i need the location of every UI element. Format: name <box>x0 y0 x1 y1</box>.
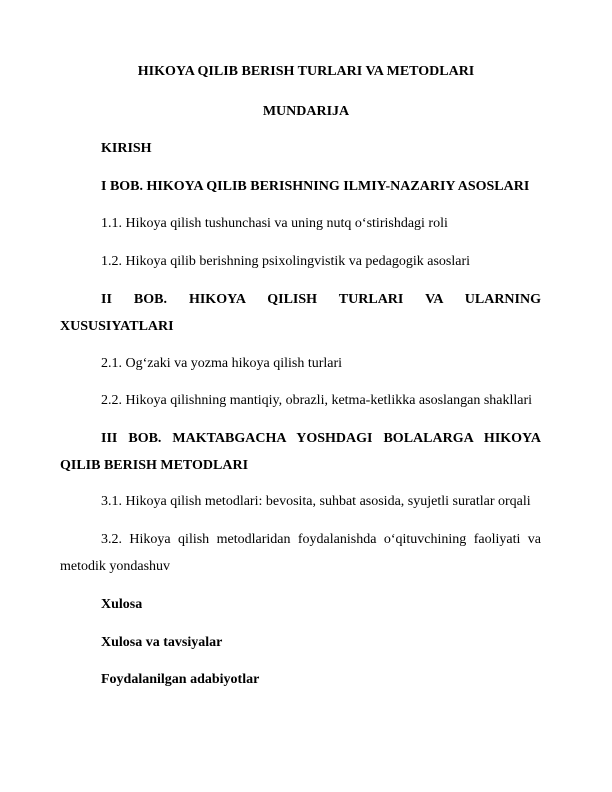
toc-entry-section-3-2: 3.2. Hikoya qilish metodlaridan foydalanishda o‘qituvchining faoliyati va metodik yondashuv <box>60 532 541 574</box>
toc-entry-chapter-3: III BOB. MAKTABGACHA YOSHDAGI BOLALARGA HIKOYA QILIB BERISH METODLARI <box>60 431 541 473</box>
toc-entry-introduction: KIRISH <box>101 141 152 156</box>
toc-entry-conclusion-recommendations: Xulosa va tavsiyalar <box>101 635 223 650</box>
toc-entry-section-2-1: 2.1. Og‘zaki va yozma hikoya qilish turlari <box>101 356 343 371</box>
document-title: HIKOYA QILIB BERISH TURLARI VA METODLARI <box>137 64 475 79</box>
contents-heading: MUNDARIJA <box>262 104 350 119</box>
toc-entry-chapter-2: II BOB. HIKOYA QILISH TURLARI VA ULARNING XUSUSIYATLARI <box>60 292 541 334</box>
toc-entry-section-1-2: 1.2. Hikoya qilib berishning psixolingvistik va pedagogik asoslari <box>101 254 471 269</box>
toc-entry-section-2-2: 2.2. Hikoya qilishning mantiqiy, obrazli, ketma-ketlikka asoslangan shakllari <box>101 393 533 408</box>
toc-entry-references: Foydalanilgan adabiyotlar <box>101 672 260 687</box>
toc-entry-chapter-1: I BOB. HIKOYA QILIB BERISHNING ILMIY-NAZARIY ASOSLARI <box>101 179 530 194</box>
toc-entry-section-1-1: 1.1. Hikoya qilish tushunchasi va uning nutq o‘stirishdagi roli <box>101 216 448 231</box>
toc-entry-conclusion: Xulosa <box>101 597 143 612</box>
toc-entry-section-3-1: 3.1. Hikoya qilish metodlari: bevosita, suhbat asosida, syujetli suratlar orqali <box>101 494 531 509</box>
